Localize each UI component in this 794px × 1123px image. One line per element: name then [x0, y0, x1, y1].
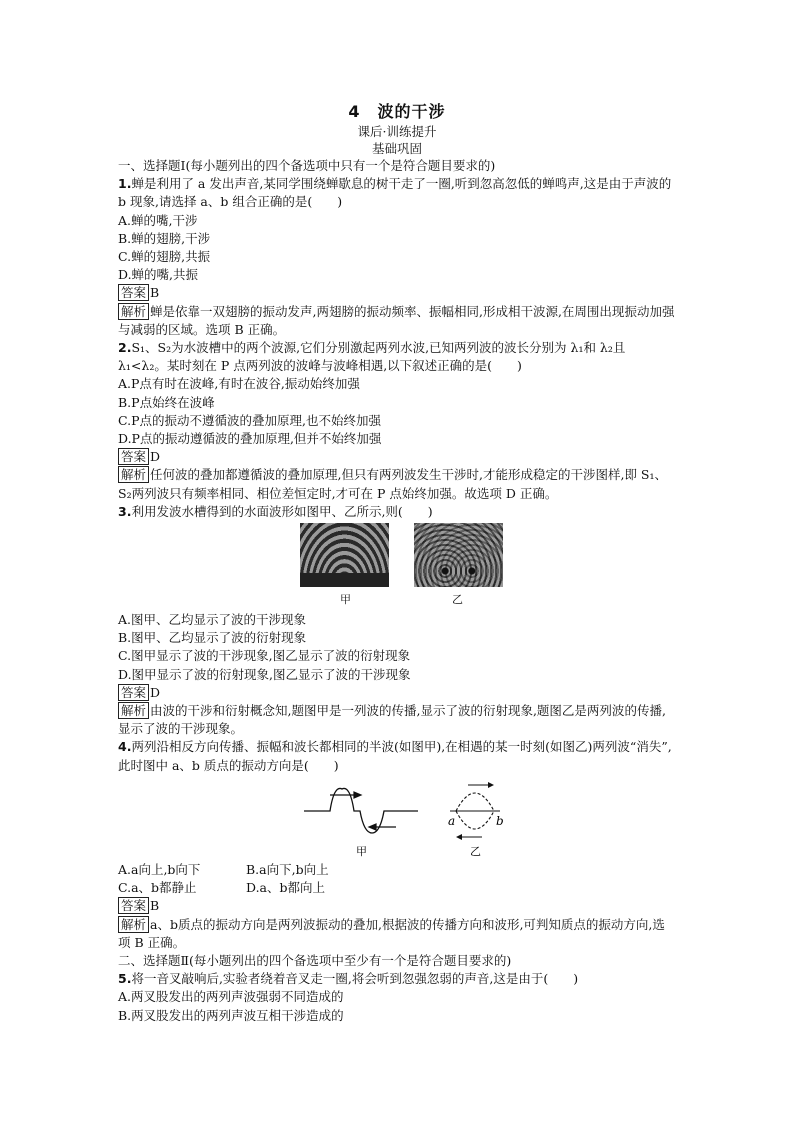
- answer-tag: 答案: [118, 684, 149, 701]
- option-b: B.图甲、乙均显示了波的衍射现象: [118, 630, 307, 646]
- question-content: [118, 157, 676, 1025]
- answer-value: D: [150, 684, 161, 700]
- question-number: 5.: [118, 971, 132, 987]
- option-c: C.图甲显示了波的干涉现象,图乙显示了波的衍射现象: [118, 648, 411, 664]
- analysis-text: 由波的干涉和衍射概念知,题图甲是一列波的传播,显示了波的衍射现象,题图乙是两列波的传播,显示了波的干涉现象。: [118, 703, 666, 737]
- section-heading-2: 二、选择题Ⅱ(每小题列出的四个备选项中至少有一个是符合题目要求的): [118, 952, 512, 968]
- figure-caption-yi: 乙: [452, 593, 463, 607]
- analysis-text: 任何波的叠加都遵循波的叠加原理,但只有两列波发生干涉时,才能形成稳定的干涉图样,即 S₁、S₂两列波只有频率相同、相位差恒定时,才可在 P 点始终加强。故选项 D 正确。: [118, 467, 667, 501]
- option-b: B.蝉的翅膀,干涉: [118, 230, 211, 246]
- option-a: A.图甲、乙均显示了波的干涉现象: [118, 612, 307, 628]
- question-number: 3.: [118, 503, 132, 519]
- analysis-tag: 解析: [118, 466, 149, 483]
- answer-tag: 答案: [118, 284, 149, 301]
- option-b: B.a向下,b向上: [246, 861, 329, 877]
- question-2-stem: [118, 339, 676, 375]
- label-a: a: [448, 813, 456, 828]
- option-d: D.P点的振动遵循波的叠加原理,但并不始终加强: [118, 431, 382, 447]
- answer-value: D: [150, 449, 161, 465]
- question-text: 蝉是利用了 a 发出声音,某同学围绕蝉歇息的树干走了一圈,听到忽高忽低的蝉鸣声,这是由于声波的 b 现象,请选择 a、b 组合正确的是( ): [118, 176, 672, 210]
- question-number: 4.: [118, 739, 132, 755]
- answer-row: [118, 897, 676, 915]
- half-wave-diagram: [118, 775, 676, 861]
- question-text: 将一音叉敲响后,实验者绕着音叉走一圈,将会听到忽强忽弱的声音,这是由于( ): [131, 971, 579, 987]
- options-row-1: [118, 861, 676, 879]
- subtitle-after-class: 课后·训练提升: [357, 124, 437, 139]
- option-d: D.图甲显示了波的衍射现象,图乙显示了波的干涉现象: [118, 666, 411, 682]
- figure-water-waves: [118, 521, 676, 611]
- answer-value: B: [150, 898, 160, 914]
- question-text: 两列沿相反方向传播、振幅和波长都相同的半波(如图甲),在相遇的某一时刻(如图乙)两列波“消失”,此时图中 a、b 质点的振动方向是( ): [118, 739, 672, 773]
- options-row-2: [118, 879, 676, 897]
- answer-row: [118, 684, 676, 702]
- option-c: C.P点的振动不遵循波的叠加原理,也不始终加强: [118, 412, 381, 428]
- option-d: D.蝉的嘴,共振: [118, 267, 199, 283]
- diffraction-photo: [300, 523, 389, 587]
- question-5-stem: [118, 970, 676, 988]
- figure-half-waves: [118, 775, 676, 861]
- subtitle-basics: 基础巩固: [371, 141, 422, 156]
- figure-caption-yi: 乙: [470, 844, 481, 858]
- question-1-stem: [118, 175, 676, 211]
- question-number: 2.: [118, 340, 132, 356]
- option-b: B.两叉股发出的两列声波互相干涉造成的: [118, 1007, 344, 1023]
- question-number: 1.: [118, 176, 132, 192]
- analysis-row: [118, 466, 676, 502]
- answer-tag: 答案: [118, 897, 149, 914]
- question-text: 利用发波水槽得到的水面波形如图甲、乙所示,则( ): [131, 503, 433, 519]
- answer-value: B: [150, 285, 160, 301]
- analysis-tag: 解析: [118, 702, 149, 719]
- analysis-row: [118, 303, 676, 339]
- analysis-text: 蝉是依靠一双翅膀的振动发声,两翅膀的振动频率、振幅相同,形成相干波源,在周围出现振动加强与减弱的区域。选项 B 正确。: [118, 303, 675, 337]
- analysis-text: a、b质点的振动方向是两列波振动的叠加,根据波的传播方向和波形,可判知质点的振动方向,选项 B 正确。: [118, 916, 665, 950]
- option-c: C.a、b都静止: [118, 880, 197, 896]
- analysis-tag: 解析: [118, 303, 149, 320]
- figure-caption-jia: 甲: [340, 593, 351, 607]
- analysis-row: [118, 916, 676, 952]
- question-3-stem: [118, 503, 676, 521]
- analysis-row: [118, 702, 676, 738]
- question-text: S₁、S₂为水波槽中的两个波源,它们分别激起两列水波,已知两列波的波长分别为 λ₁和 λ₂且 λ₁<λ₂。某时刻在 P 点两列波的波峰与波峰相遇,以下叙述正确的是( ): [118, 340, 626, 374]
- answer-tag: 答案: [118, 448, 149, 465]
- figure-caption-jia: 甲: [356, 844, 367, 858]
- option-a: A.两叉股发出的两列声波强弱不同造成的: [118, 989, 344, 1005]
- question-4-stem: [118, 738, 676, 774]
- interference-photo: [414, 523, 503, 587]
- page-title: 4 波的干涉: [348, 102, 446, 121]
- answer-row: [118, 284, 676, 302]
- option-b: B.P点始终在波峰: [118, 394, 215, 410]
- answer-row: [118, 448, 676, 466]
- option-a: A.P点有时在波峰,有时在波谷,振动始终加强: [118, 376, 360, 392]
- label-b: b: [496, 813, 504, 828]
- option-d: D.a、b都向上: [246, 880, 326, 896]
- analysis-tag: 解析: [118, 916, 149, 933]
- option-a: A.a向上,b向下: [118, 861, 201, 877]
- option-c: C.蝉的翅膀,共振: [118, 249, 211, 265]
- section-heading-1: 一、选择题Ⅰ(每小题列出的四个备选项中只有一个是符合题目要求的): [118, 158, 496, 173]
- option-a: A.蝉的嘴,干涉: [118, 212, 198, 228]
